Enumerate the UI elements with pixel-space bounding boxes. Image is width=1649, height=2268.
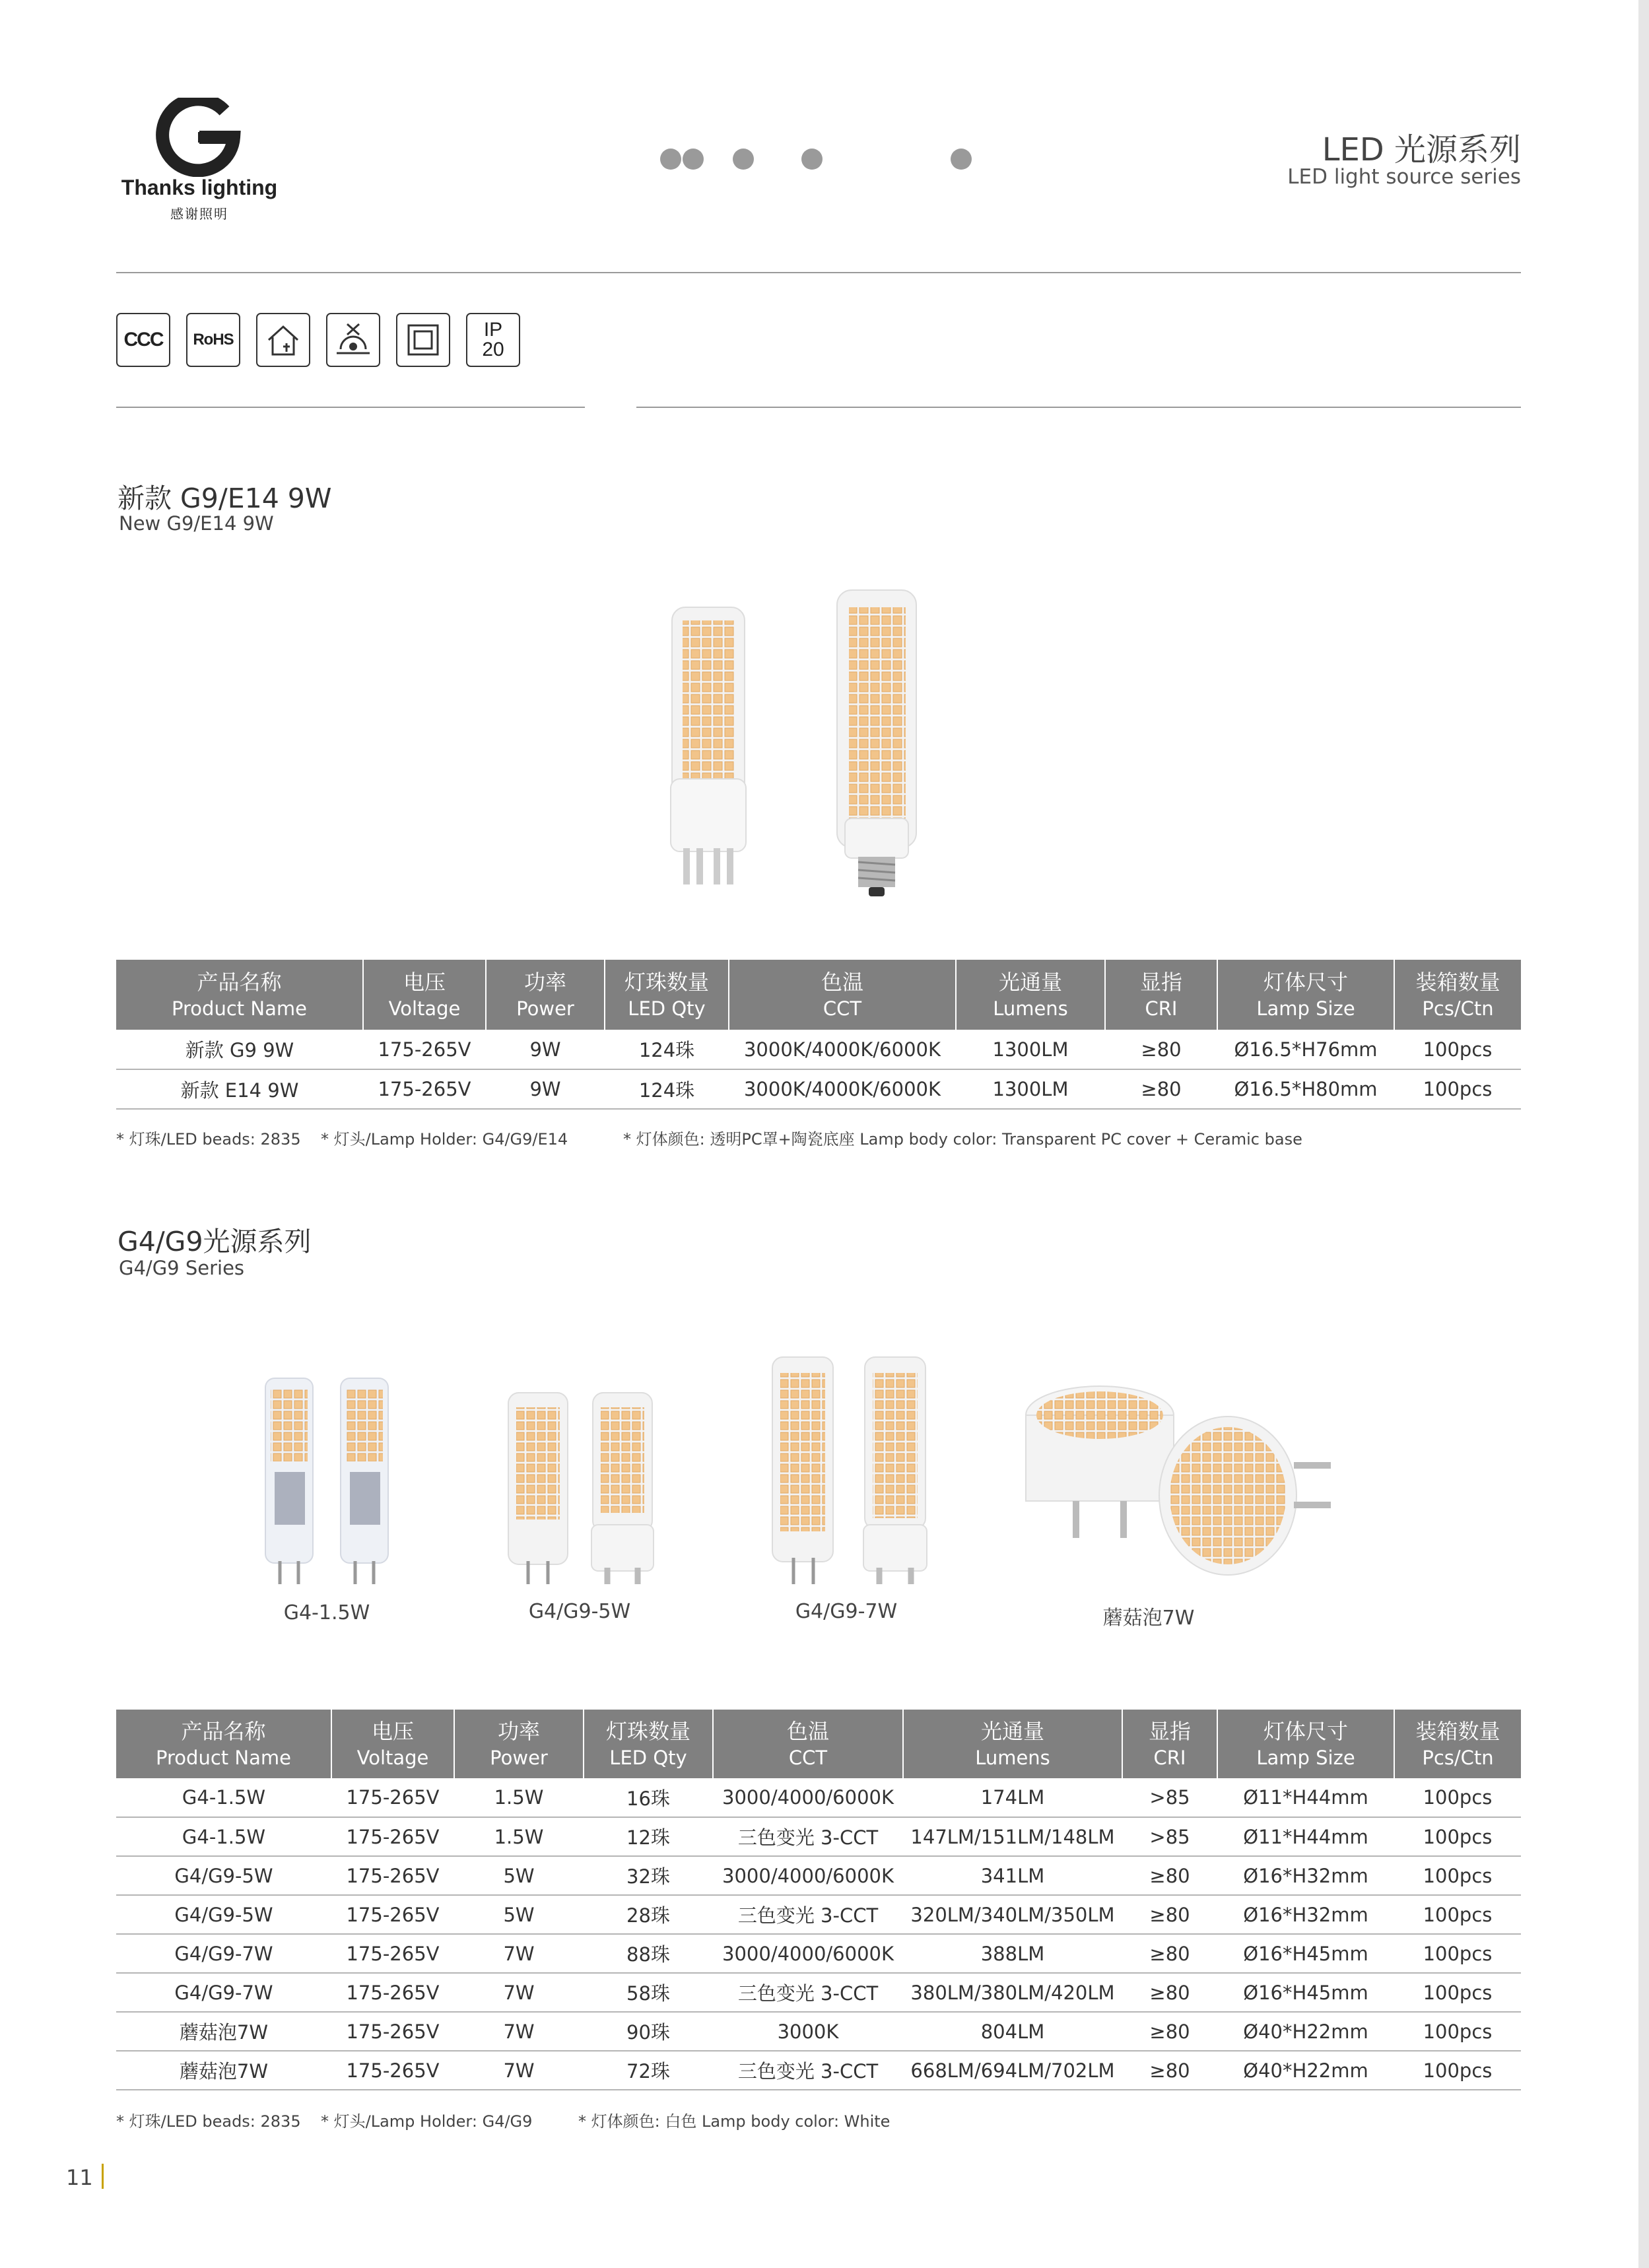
column-header: 功率 Power bbox=[454, 1710, 584, 1778]
table-cell: Ø11*H44mm bbox=[1217, 1778, 1394, 1817]
g-logo-icon bbox=[114, 98, 285, 177]
ip20-cert-icon: IP 20 bbox=[466, 313, 520, 367]
table-cell: 100pcs bbox=[1394, 1895, 1521, 1934]
header-divider bbox=[116, 272, 1521, 273]
table-cell: G4/G9-5W bbox=[116, 1856, 331, 1895]
product-label-g4-g9-7w: G4/G9-7W bbox=[795, 1600, 898, 1623]
header-title: LED 光源系列 bbox=[1322, 131, 1521, 168]
header-subtitle: LED light source series bbox=[1287, 165, 1521, 189]
table-row bbox=[116, 1856, 1521, 1895]
table-cell: 1.5W bbox=[454, 1778, 584, 1817]
table-cell: Ø40*H22mm bbox=[1217, 2012, 1394, 2051]
table-cell: 175-265V bbox=[363, 1030, 486, 1069]
section2-subtitle: G4/G9 Series bbox=[119, 1257, 245, 1279]
table-cell: 124珠 bbox=[605, 1030, 729, 1069]
table-cell: ≥80 bbox=[1105, 1069, 1217, 1109]
table-row bbox=[116, 1778, 1521, 1817]
table-cell: 174LM bbox=[903, 1778, 1122, 1817]
table-cell: 5W bbox=[454, 1895, 584, 1934]
table-cell: 175-265V bbox=[331, 1856, 454, 1895]
dot-icon bbox=[951, 149, 972, 170]
table-cell: 16珠 bbox=[584, 1778, 713, 1817]
table-cell: 1300LM bbox=[956, 1030, 1105, 1069]
section2-title: G4/G9光源系列 bbox=[118, 1226, 312, 1257]
column-header: 灯体尺寸 Lamp Size bbox=[1217, 960, 1394, 1030]
table-cell: 1300LM bbox=[956, 1069, 1105, 1109]
table-cell: 新款 G9 9W bbox=[116, 1030, 363, 1069]
brand-logo bbox=[114, 98, 285, 230]
spec-table-section1 bbox=[116, 960, 1521, 1110]
section1-note-holder: * 灯头/Lamp Holder: G4/G9/E14 bbox=[321, 1130, 568, 1149]
table-cell: 90珠 bbox=[584, 2012, 713, 2051]
indoor-use-icon bbox=[256, 313, 310, 367]
table-cell: Ø16*H45mm bbox=[1217, 1973, 1394, 2012]
dot-icon bbox=[683, 149, 704, 170]
table-cell: 388LM bbox=[903, 1934, 1122, 1973]
table-cell: 7W bbox=[454, 1973, 584, 2012]
table-cell: Ø16.5*H80mm bbox=[1217, 1069, 1394, 1109]
table-cell: 新款 E14 9W bbox=[116, 1069, 363, 1109]
column-header: 色温 CCT bbox=[729, 960, 956, 1030]
table-cell: 175-265V bbox=[363, 1069, 486, 1109]
column-header: 光通量 Lumens bbox=[903, 1710, 1122, 1778]
table-cell: 320LM/340LM/350LM bbox=[903, 1895, 1122, 1934]
table-cell: ≥80 bbox=[1122, 2012, 1217, 2051]
section2-note-color: * 灯体颜色: 白色 Lamp body color: White bbox=[578, 2112, 891, 2131]
table-cell: 三色变光 3-CCT bbox=[713, 1973, 903, 2012]
column-header: 显指 CRI bbox=[1105, 960, 1217, 1030]
column-header: 光通量 Lumens bbox=[956, 960, 1105, 1030]
product-label-g4-1-5w: G4-1.5W bbox=[283, 1601, 370, 1624]
column-header: 电压 Voltage bbox=[363, 960, 486, 1030]
cert-divider-left bbox=[116, 407, 585, 408]
table-cell: 3000/4000/6000K bbox=[713, 1856, 903, 1895]
brand-name-cn: 感谢照明 bbox=[170, 206, 228, 222]
table-cell: G4-1.5W bbox=[116, 1817, 331, 1856]
g4-g9-series-product-images bbox=[251, 1347, 1386, 1584]
table-cell: 175-265V bbox=[331, 1817, 454, 1856]
table-cell: 7W bbox=[454, 2051, 584, 2090]
table-cell: Ø16*H32mm bbox=[1217, 1895, 1394, 1934]
table-cell: G4/G9-7W bbox=[116, 1973, 331, 2012]
table-cell: Ø40*H22mm bbox=[1217, 2051, 1394, 2090]
table-cell: 341LM bbox=[903, 1856, 1122, 1895]
column-header: 显指 CRI bbox=[1122, 1710, 1217, 1778]
g9-e14-9w-product-image bbox=[634, 581, 937, 911]
table-cell: ≥80 bbox=[1122, 1895, 1217, 1934]
table-cell: Ø11*H44mm bbox=[1217, 1817, 1394, 1856]
table-cell: >85 bbox=[1122, 1817, 1217, 1856]
table-cell: 三色变光 3-CCT bbox=[713, 1817, 903, 1856]
cert-divider-right bbox=[636, 407, 1521, 408]
table-row bbox=[116, 1895, 1521, 1934]
table-cell: 175-265V bbox=[331, 1895, 454, 1934]
class-ii-icon bbox=[396, 313, 450, 367]
table-cell: 100pcs bbox=[1394, 1778, 1521, 1817]
ccc-cert-icon: CCC bbox=[116, 313, 170, 367]
product-label-mushroom-7w: 蘑菇泡7W bbox=[1102, 1607, 1195, 1630]
table-cell: 58珠 bbox=[584, 1973, 713, 2012]
table-row bbox=[116, 1934, 1521, 1973]
table-cell: >85 bbox=[1122, 1778, 1217, 1817]
table-cell: 3000K/4000K/6000K bbox=[729, 1030, 956, 1069]
table-cell: 124珠 bbox=[605, 1069, 729, 1109]
table-header-row bbox=[116, 1710, 1521, 1778]
table-cell: 380LM/380LM/420LM bbox=[903, 1973, 1122, 2012]
table-cell: 7W bbox=[454, 2012, 584, 2051]
table-cell: 9W bbox=[486, 1069, 605, 1109]
section1-note-color: * 灯体颜色: 透明PC罩+陶瓷底座 Lamp body color: Transparent PC cover + Ceramic base bbox=[623, 1130, 1302, 1149]
dot-icon bbox=[660, 149, 681, 170]
table-cell: 100pcs bbox=[1394, 1069, 1521, 1109]
table-row bbox=[116, 2012, 1521, 2051]
table-cell: G4/G9-7W bbox=[116, 1934, 331, 1973]
table-cell: 175-265V bbox=[331, 1934, 454, 1973]
table-cell: ≥80 bbox=[1122, 2051, 1217, 2090]
table-cell: ≥80 bbox=[1122, 1934, 1217, 1973]
table-cell: 175-265V bbox=[331, 2012, 454, 2051]
table-cell: G4/G9-5W bbox=[116, 1895, 331, 1934]
table-cell: 32珠 bbox=[584, 1856, 713, 1895]
table-row bbox=[116, 1030, 1521, 1069]
table-cell: 3000/4000/6000K bbox=[713, 1778, 903, 1817]
table-cell: ≥80 bbox=[1122, 1856, 1217, 1895]
decorative-dots bbox=[660, 149, 977, 175]
table-cell: 7W bbox=[454, 1934, 584, 1973]
table-cell: 100pcs bbox=[1394, 2012, 1521, 2051]
table-cell: 88珠 bbox=[584, 1934, 713, 1973]
table-header-row bbox=[116, 960, 1521, 1030]
table-cell: 9W bbox=[486, 1030, 605, 1069]
section1-note-beads: * 灯珠/LED beads: 2835 bbox=[116, 1130, 301, 1149]
table-cell: 175-265V bbox=[331, 1778, 454, 1817]
table-cell: 100pcs bbox=[1394, 1973, 1521, 2012]
column-header: 灯体尺寸 Lamp Size bbox=[1217, 1710, 1394, 1778]
column-header: 灯珠数量 LED Qty bbox=[584, 1710, 713, 1778]
table-cell: 72珠 bbox=[584, 2051, 713, 2090]
section2-note-holder: * 灯头/Lamp Holder: G4/G9 bbox=[321, 2112, 533, 2131]
column-header: 装箱数量 Pcs/Ctn bbox=[1394, 1710, 1521, 1778]
column-header: 产品名称 Product Name bbox=[116, 1710, 331, 1778]
table-row bbox=[116, 2051, 1521, 2090]
table-cell: 3000K/4000K/6000K bbox=[729, 1069, 956, 1109]
table-cell: Ø16*H45mm bbox=[1217, 1934, 1394, 1973]
rohs-cert-icon: RoHS bbox=[186, 313, 240, 367]
table-cell: 三色变光 3-CCT bbox=[713, 2051, 903, 2090]
section1-subtitle: New G9/E14 9W bbox=[119, 512, 274, 535]
table-cell: 蘑菇泡7W bbox=[116, 2051, 331, 2090]
column-header: 产品名称 Product Name bbox=[116, 960, 363, 1030]
table-row bbox=[116, 1069, 1521, 1109]
section2-note-beads: * 灯珠/LED beads: 2835 bbox=[116, 2112, 301, 2131]
column-header: 装箱数量 Pcs/Ctn bbox=[1394, 960, 1521, 1030]
page-number-accent-bar bbox=[102, 2164, 104, 2189]
table-cell: 100pcs bbox=[1394, 2051, 1521, 2090]
table-cell: 100pcs bbox=[1394, 1030, 1521, 1069]
table-cell: 100pcs bbox=[1394, 1817, 1521, 1856]
table-cell: 804LM bbox=[903, 2012, 1122, 2051]
table-cell: 100pcs bbox=[1394, 1934, 1521, 1973]
table-cell: Ø16*H32mm bbox=[1217, 1856, 1394, 1895]
column-header: 电压 Voltage bbox=[331, 1710, 454, 1778]
page-number: 11 bbox=[66, 2165, 93, 2190]
table-cell: ≥80 bbox=[1122, 1973, 1217, 2012]
table-cell: 蘑菇泡7W bbox=[116, 2012, 331, 2051]
table-cell: 28珠 bbox=[584, 1895, 713, 1934]
table-cell: 三色变光 3-CCT bbox=[713, 1895, 903, 1934]
table-cell: Ø16.5*H76mm bbox=[1217, 1030, 1394, 1069]
column-header: 功率 Power bbox=[486, 960, 605, 1030]
table-cell: G4-1.5W bbox=[116, 1778, 331, 1817]
spec-table-section2 bbox=[116, 1710, 1521, 2090]
table-cell: 3000/4000/6000K bbox=[713, 1934, 903, 1973]
dot-icon bbox=[801, 149, 823, 170]
page-edge-strip bbox=[1638, 0, 1649, 2268]
no-dimming-icon bbox=[326, 313, 380, 367]
table-cell: 100pcs bbox=[1394, 1856, 1521, 1895]
table-cell: 175-265V bbox=[331, 2051, 454, 2090]
table-cell: 12珠 bbox=[584, 1817, 713, 1856]
table-row bbox=[116, 1973, 1521, 2012]
dot-icon bbox=[733, 149, 754, 170]
section1-title: 新款 G9/E14 9W bbox=[118, 483, 332, 514]
table-cell: 147LM/151LM/148LM bbox=[903, 1817, 1122, 1856]
table-cell: 3000K bbox=[713, 2012, 903, 2051]
brand-name: Thanks lighting bbox=[121, 176, 278, 199]
column-header: 色温 CCT bbox=[713, 1710, 903, 1778]
table-cell: 668LM/694LM/702LM bbox=[903, 2051, 1122, 2090]
table-cell: 5W bbox=[454, 1856, 584, 1895]
column-header: 灯珠数量 LED Qty bbox=[605, 960, 729, 1030]
table-cell: 1.5W bbox=[454, 1817, 584, 1856]
table-cell: 175-265V bbox=[331, 1973, 454, 2012]
product-label-g4-g9-5w: G4/G9-5W bbox=[528, 1600, 631, 1623]
table-row bbox=[116, 1817, 1521, 1856]
table-cell: ≥80 bbox=[1105, 1030, 1217, 1069]
